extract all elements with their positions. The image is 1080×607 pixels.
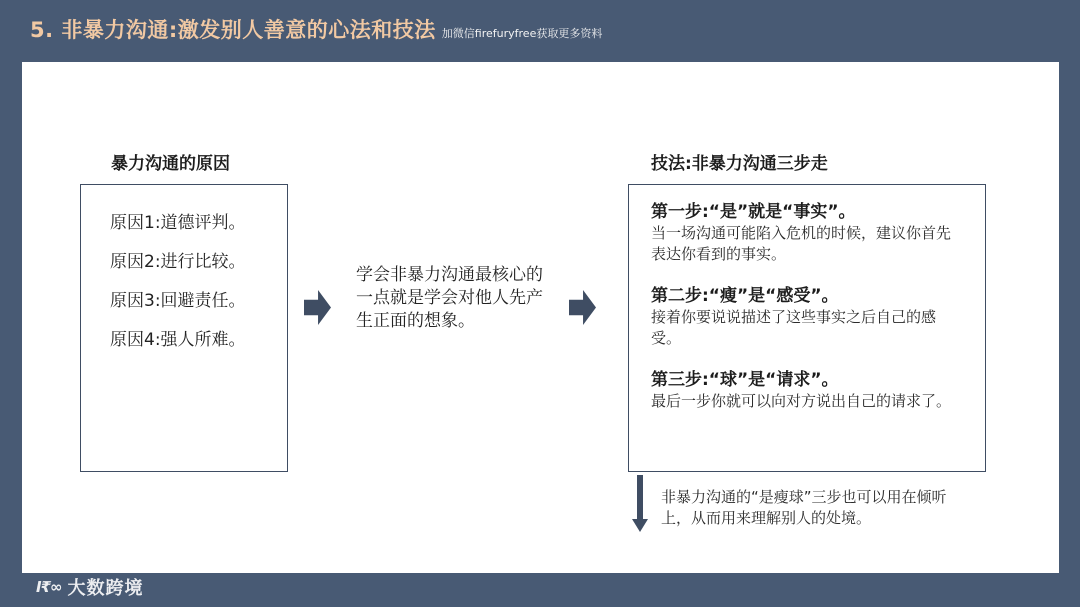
arrow-down-icon [632,475,648,532]
logo-icon: Ⅰ₹∞ [36,578,62,596]
step-item [651,201,965,265]
core-idea-text: 学会非暴力沟通最核心的一点就是学会对他人先产生正面的想象。 [356,265,543,331]
cause-item: 原因1:道德评判。 [110,213,246,233]
step-text: 最后一步你就可以向对方说出自己的请求了。 [651,392,952,410]
step-text: 接着你要说说描述了这些事实之后自己的感受。 [651,308,937,347]
step-text: 当一场沟通可能陷入危机的时候，建议你首先表达你看到的事实。 [651,224,952,263]
causes-box [80,184,288,472]
listening-note: 非暴力沟通的“是瘦球”三步也可以用在倾听上，从而用来理解别人的处境。 [661,488,947,527]
cause-item: 原因2:进行比较。 [110,252,246,272]
logo-text: 大数跨境 [67,578,144,599]
step-title: 第二步:“瘦”是“感受”。 [651,286,839,306]
causes-heading: 暴力沟通的原因 [111,154,230,174]
cause-item: 原因4:强人所难。 [110,330,246,350]
steps-box [628,184,986,472]
page-title: 5. 非暴力沟通:激发别人善意的心法和技法 [30,18,436,42]
header [30,14,602,46]
header-note: 加微信firefuryfree获取更多资料 [441,27,603,40]
step-title: 第三步:“球”是“请求”。 [651,370,839,390]
step-item [651,285,965,349]
steps-heading: 技法:非暴力沟通三步走 [651,154,828,174]
step-title: 第一步:“是”就是“事实”。 [651,202,856,222]
step-item [651,369,965,412]
cause-item: 原因3:回避责任。 [110,291,246,311]
brand-logo [36,574,144,600]
